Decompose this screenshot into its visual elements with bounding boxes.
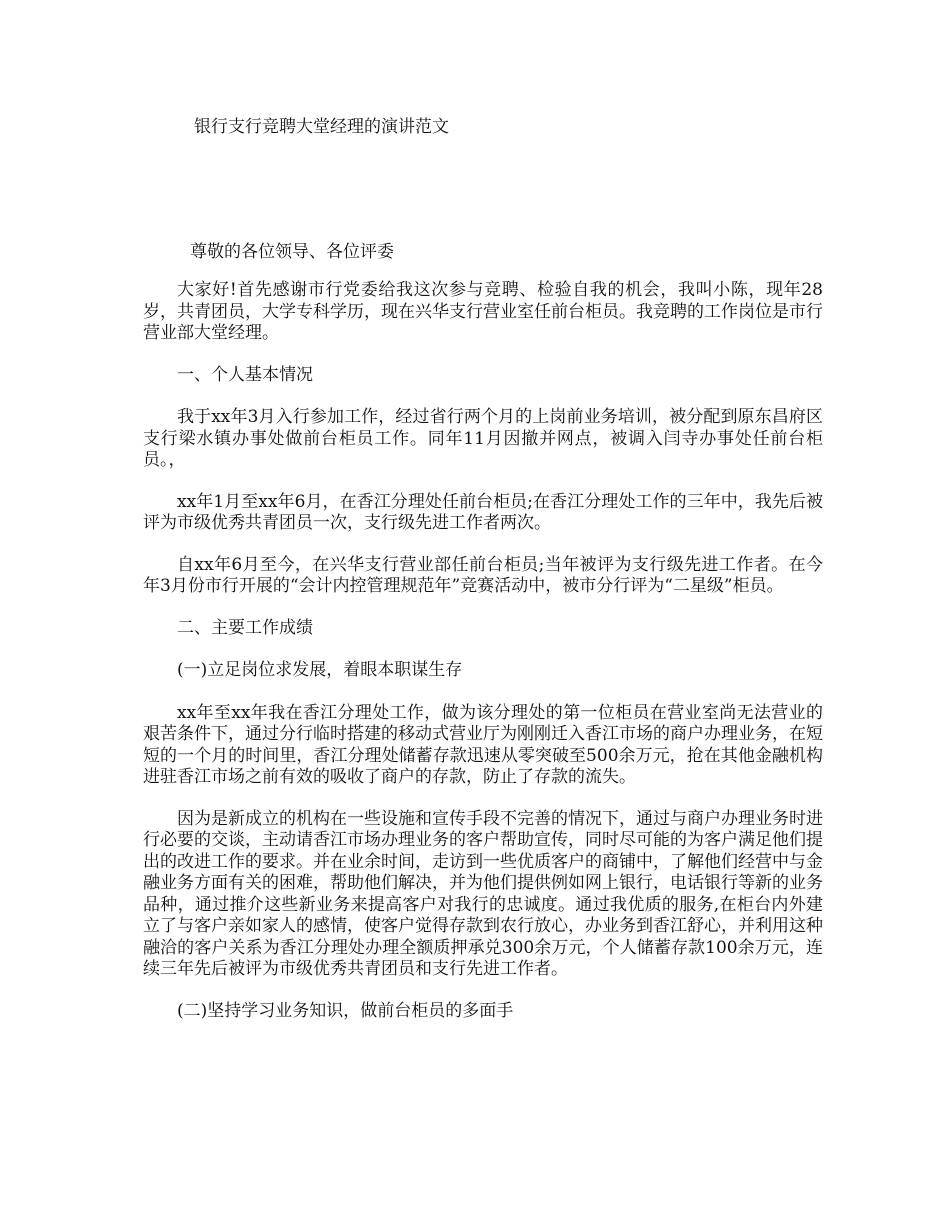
section-heading-achievements: 二、主要工作成绩 bbox=[177, 617, 313, 638]
paragraph-xiangjiang-period: xx年1月至xx年6月，在香江分理处任前台柜员;在香江分理处工作的三年中，我先后被评为市级优秀共青团员一次，支行级先进工作者两次。 bbox=[143, 491, 823, 533]
paragraph-greeting: 大家好!首先感谢市行党委给我这次参与竞聘、检验自我的机会，我叫小陈，现年28岁，共青团员，大学专科学历，现在兴华支行营业室任前台柜员。我竞聘的工作岗位是市行营业部大堂经理。 bbox=[143, 280, 823, 343]
paragraph-achievement-deposits: xx年至xx年我在香江分理处工作，做为该分理处的第一位柜员在营业室尚无法营业的艰苦条件下，通过分行临时搭建的移动式营业厅为刚刚迁入香江市场的商户办理业务，在短短的一个月的时间里，香江分理处储蓄存款迅速从零突破至500余万元，抢在其他金融机构进驻香江市场之前有效的吸收了商户的存款，防止了存款的流失。 bbox=[143, 702, 823, 787]
paragraph-achievement-service: 因为是新成立的机构在一些设施和宣传手段不完善的情况下，通过与商户办理业务时进行必要的交谈，主动请香江市场办理业务的客户帮助宣传，同时尽可能的为客户满足他们提出的改进工作的要求。并在业余时间，走访到一些优质客户的商铺中，了解他们经营中与金融业务方面有关的困难，帮助他们解决，并为他们提供例如网上银行，电话银行等新的业务品种，通过推介这些新业务来提高客户对我行的忠诚度。通过我优质的服务,在柜台内外建立了与客户亲如家人的感情，使客户觉得存款到农行放心，办业务到香江舒心，并利用这种融洽的客户关系为香江分理处办理全额质押承兑300余万元，个人储蓄存款100余万元，连续三年先后被评为市级优秀共青团员和支行先进工作者。 bbox=[143, 808, 823, 979]
subsection-heading-1: (一)立足岗位求发展，着眼本职谋生存 bbox=[177, 660, 463, 680]
salutation: 尊敬的各位领导、各位评委 bbox=[190, 242, 394, 262]
section-heading-personal-info: 一、个人基本情况 bbox=[177, 364, 313, 385]
subsection-heading-2: (二)坚持学习业务知识，做前台柜员的多面手 bbox=[177, 1000, 514, 1021]
document-body bbox=[143, 280, 823, 1043]
document-title: 银行支行竞聘大堂经理的演讲范文 bbox=[194, 117, 449, 137]
paragraph-career-start: 我于xx年3月入行参加工作，经过省行两个月的上岗前业务培训，被分配到原东昌府区支行梁水镇办事处做前台柜员工作。同年11月因撤并网点，被调入闫寺办事处任前台柜员。， bbox=[143, 407, 823, 470]
paragraph-xinghua-period: 自xx年6月至今，在兴华支行营业部任前台柜员;当年被评为支行级先进工作者。在今年3月份市行开展的“会计内控管理规范年”竞赛活动中，被市分行评为“二星级”柜员。 bbox=[143, 554, 823, 596]
